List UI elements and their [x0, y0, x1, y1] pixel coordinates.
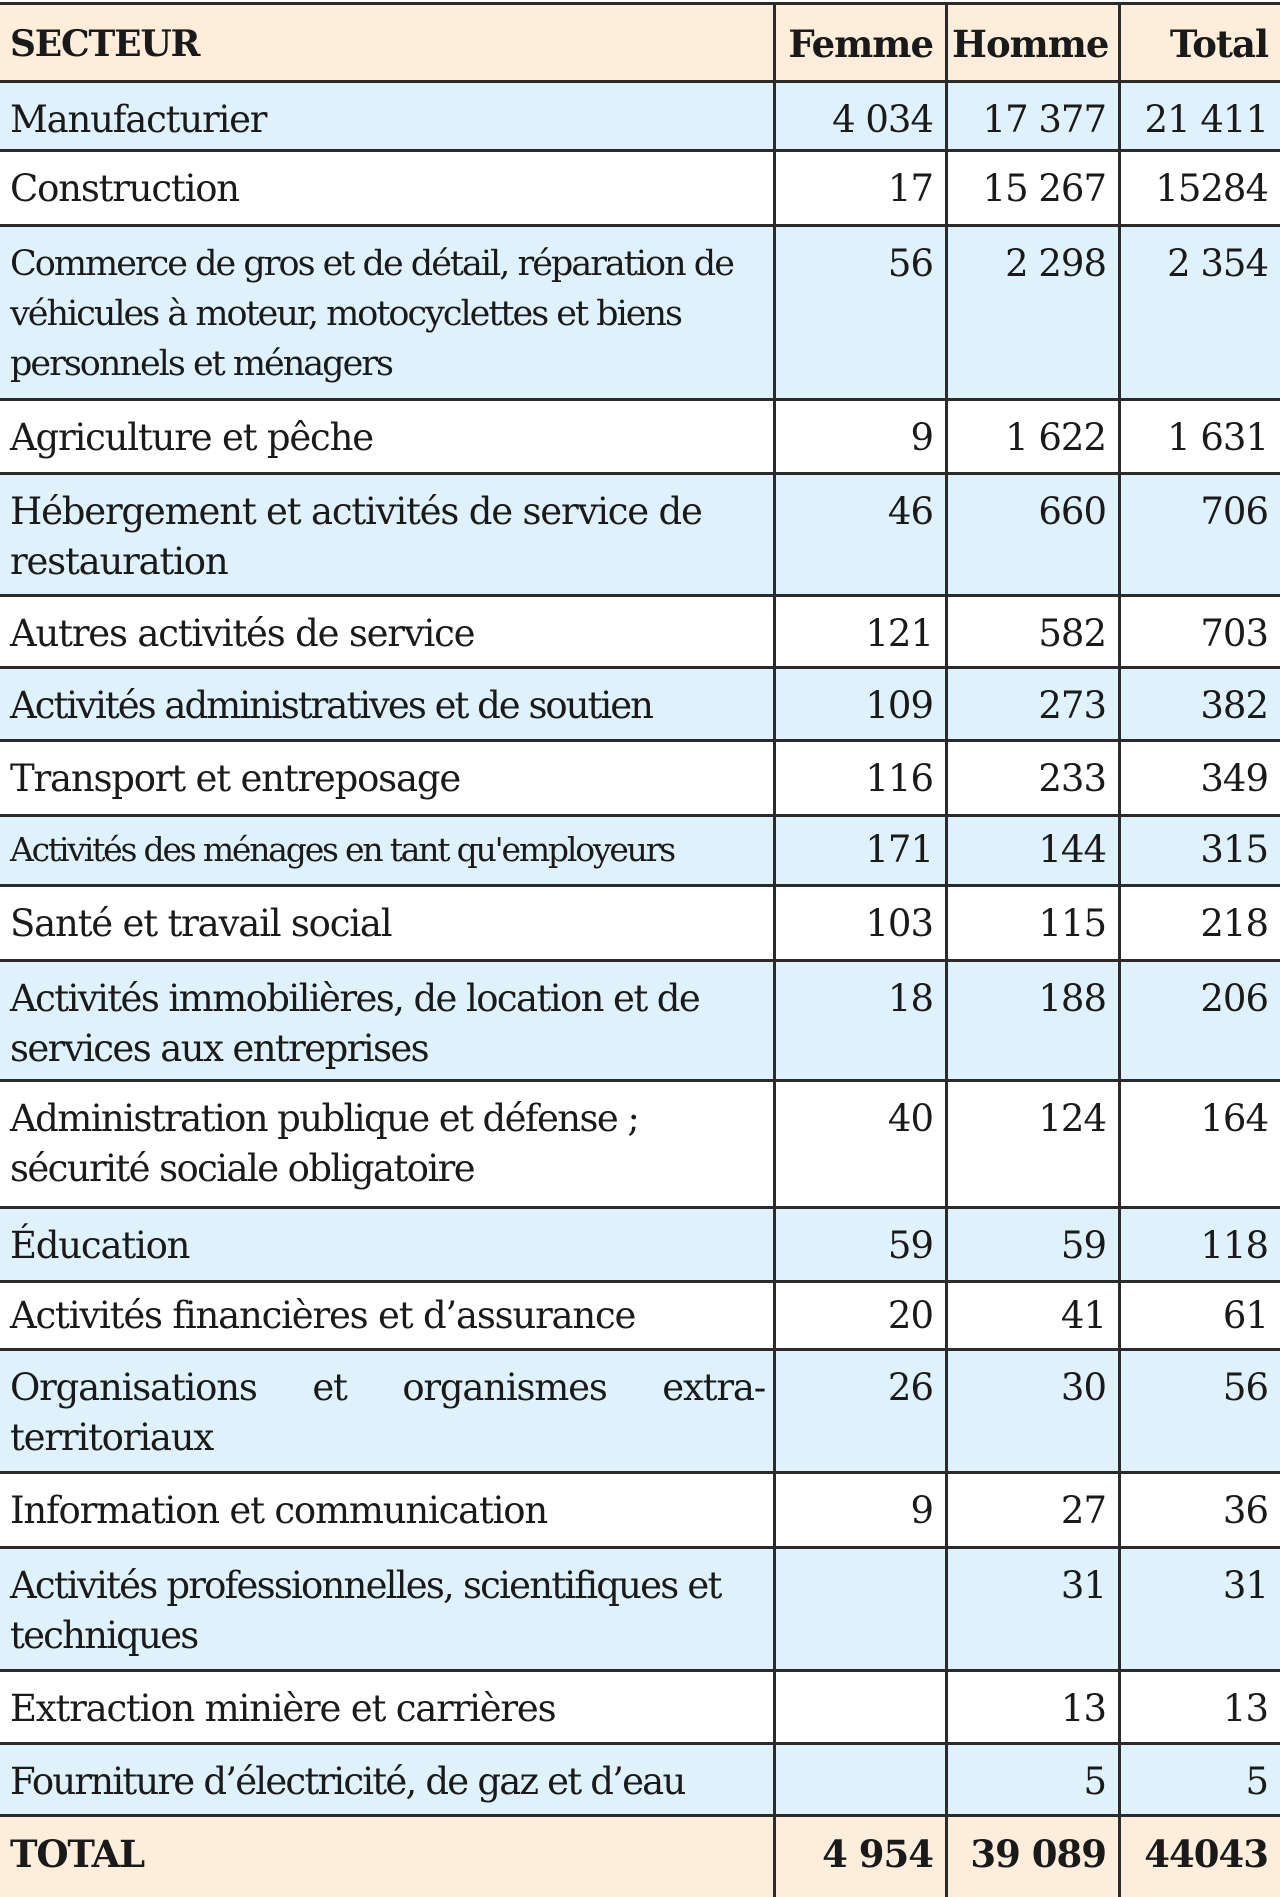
homme-cell: 1 622 — [945, 401, 1118, 472]
total-cell: 36 — [1118, 1474, 1280, 1546]
sector-cell: Activités des ménages en tant qu'employeurs — [10, 830, 675, 869]
total-cell: 206 — [1118, 962, 1280, 1079]
homme-cell: 59 — [945, 1209, 1118, 1280]
table-row — [0, 669, 1280, 742]
homme-cell: 273 — [945, 669, 1118, 739]
sector-cell: Activités professionnelles, scientifiques et techniques — [10, 1564, 721, 1657]
sector-cell: Éducation — [10, 1224, 190, 1267]
header-total: Total — [1118, 5, 1280, 80]
sector-employment-table — [0, 2, 1280, 1897]
table-row — [0, 1351, 1280, 1474]
total-cell: 21 411 — [1118, 83, 1280, 149]
sector-cell: Manufacturier — [10, 98, 267, 141]
femme-cell: 121 — [773, 597, 945, 666]
femme-cell: 171 — [773, 817, 945, 884]
homme-cell: 5 — [945, 1745, 1118, 1814]
homme-cell: 233 — [945, 742, 1118, 814]
total-cell: 2 354 — [1118, 227, 1280, 398]
sector-cell: Commerce de gros et de détail, réparation de véhicules à moteur, motocyclettes et biens personnels et ménagers — [10, 244, 733, 384]
femme-cell: 46 — [773, 475, 945, 594]
header-homme: Homme — [945, 5, 1118, 80]
femme-cell: 109 — [773, 669, 945, 739]
homme-cell: 17 377 — [945, 83, 1118, 149]
femme-cell: 56 — [773, 227, 945, 398]
homme-cell: 188 — [945, 962, 1118, 1079]
femme-cell: 103 — [773, 887, 945, 959]
sector-cell: Extraction minière et carrières — [10, 1687, 556, 1730]
femme-cell: 116 — [773, 742, 945, 814]
total-total: 44043 — [1118, 1817, 1280, 1897]
table-row — [0, 152, 1280, 227]
homme-cell: 31 — [945, 1549, 1118, 1669]
total-cell: 61 — [1118, 1283, 1280, 1348]
homme-cell: 30 — [945, 1351, 1118, 1471]
sector-cell: Autres activités de service — [10, 612, 475, 655]
sector-cell: Activités immobilières, de location et de services aux entreprises — [10, 977, 700, 1070]
homme-cell: 582 — [945, 597, 1118, 666]
sector-cell: Activités financières et d’assurance — [10, 1294, 636, 1337]
table-row — [0, 742, 1280, 817]
femme-cell: 4 034 — [773, 83, 945, 149]
total-cell: 164 — [1118, 1082, 1280, 1206]
table-row — [0, 1672, 1280, 1745]
sector-cell: Santé et travail social — [10, 902, 392, 945]
total-cell: 5 — [1118, 1745, 1280, 1814]
table-row — [0, 1209, 1280, 1283]
table-row — [0, 227, 1280, 401]
total-cell: 56 — [1118, 1351, 1280, 1471]
total-cell: 118 — [1118, 1209, 1280, 1280]
total-label: TOTAL — [10, 1832, 144, 1876]
homme-cell: 2 298 — [945, 227, 1118, 398]
table-row — [0, 1549, 1280, 1672]
total-cell: 15284 — [1118, 152, 1280, 224]
femme-cell: 17 — [773, 152, 945, 224]
table-row — [0, 475, 1280, 597]
homme-cell: 13 — [945, 1672, 1118, 1742]
table-row — [0, 401, 1280, 475]
table-row — [0, 83, 1280, 152]
total-cell: 315 — [1118, 817, 1280, 884]
total-cell: 703 — [1118, 597, 1280, 666]
total-cell: 1 631 — [1118, 401, 1280, 472]
homme-cell: 124 — [945, 1082, 1118, 1206]
sector-cell: Organisations et organismes extra-territoriaux — [10, 1366, 765, 1459]
femme-cell: 40 — [773, 1082, 945, 1206]
homme-cell: 115 — [945, 887, 1118, 959]
table-row — [0, 962, 1280, 1082]
table-row — [0, 1474, 1280, 1549]
total-cell: 218 — [1118, 887, 1280, 959]
femme-cell — [773, 1549, 945, 1669]
table-row — [0, 817, 1280, 887]
sector-cell: Construction — [10, 167, 239, 210]
table-row — [0, 1082, 1280, 1209]
sector-cell: Transport et entreposage — [10, 757, 461, 800]
total-femme: 4 954 — [773, 1817, 945, 1897]
table-header-row — [0, 5, 1280, 83]
homme-cell: 27 — [945, 1474, 1118, 1546]
total-cell: 13 — [1118, 1672, 1280, 1742]
header-sector: SECTEUR — [10, 23, 200, 65]
total-homme: 39 089 — [945, 1817, 1118, 1897]
table-row — [0, 597, 1280, 669]
total-cell: 31 — [1118, 1549, 1280, 1669]
total-cell: 382 — [1118, 669, 1280, 739]
table-total-row — [0, 1817, 1280, 1897]
sector-cell: Fourniture d’électricité, de gaz et d’eau — [10, 1760, 685, 1803]
femme-cell — [773, 1672, 945, 1742]
femme-cell: 20 — [773, 1283, 945, 1348]
sector-cell: Information et communication — [10, 1489, 547, 1532]
femme-cell: 9 — [773, 401, 945, 472]
sector-cell: Agriculture et pêche — [10, 416, 373, 459]
table-row — [0, 1745, 1280, 1817]
femme-cell: 18 — [773, 962, 945, 1079]
total-cell: 706 — [1118, 475, 1280, 594]
sector-cell: Administration publique et défense ; sécurité sociale obligatoire — [10, 1097, 639, 1190]
total-cell: 349 — [1118, 742, 1280, 814]
homme-cell: 41 — [945, 1283, 1118, 1348]
homme-cell: 660 — [945, 475, 1118, 594]
homme-cell: 15 267 — [945, 152, 1118, 224]
homme-cell: 144 — [945, 817, 1118, 884]
femme-cell — [773, 1745, 945, 1814]
femme-cell: 26 — [773, 1351, 945, 1471]
table-row — [0, 1283, 1280, 1351]
table-row — [0, 887, 1280, 962]
femme-cell: 59 — [773, 1209, 945, 1280]
sector-cell: Hébergement et activités de service de restauration — [10, 490, 702, 583]
femme-cell: 9 — [773, 1474, 945, 1546]
sector-cell: Activités administratives et de soutien — [10, 684, 652, 727]
header-femme: Femme — [773, 5, 945, 80]
